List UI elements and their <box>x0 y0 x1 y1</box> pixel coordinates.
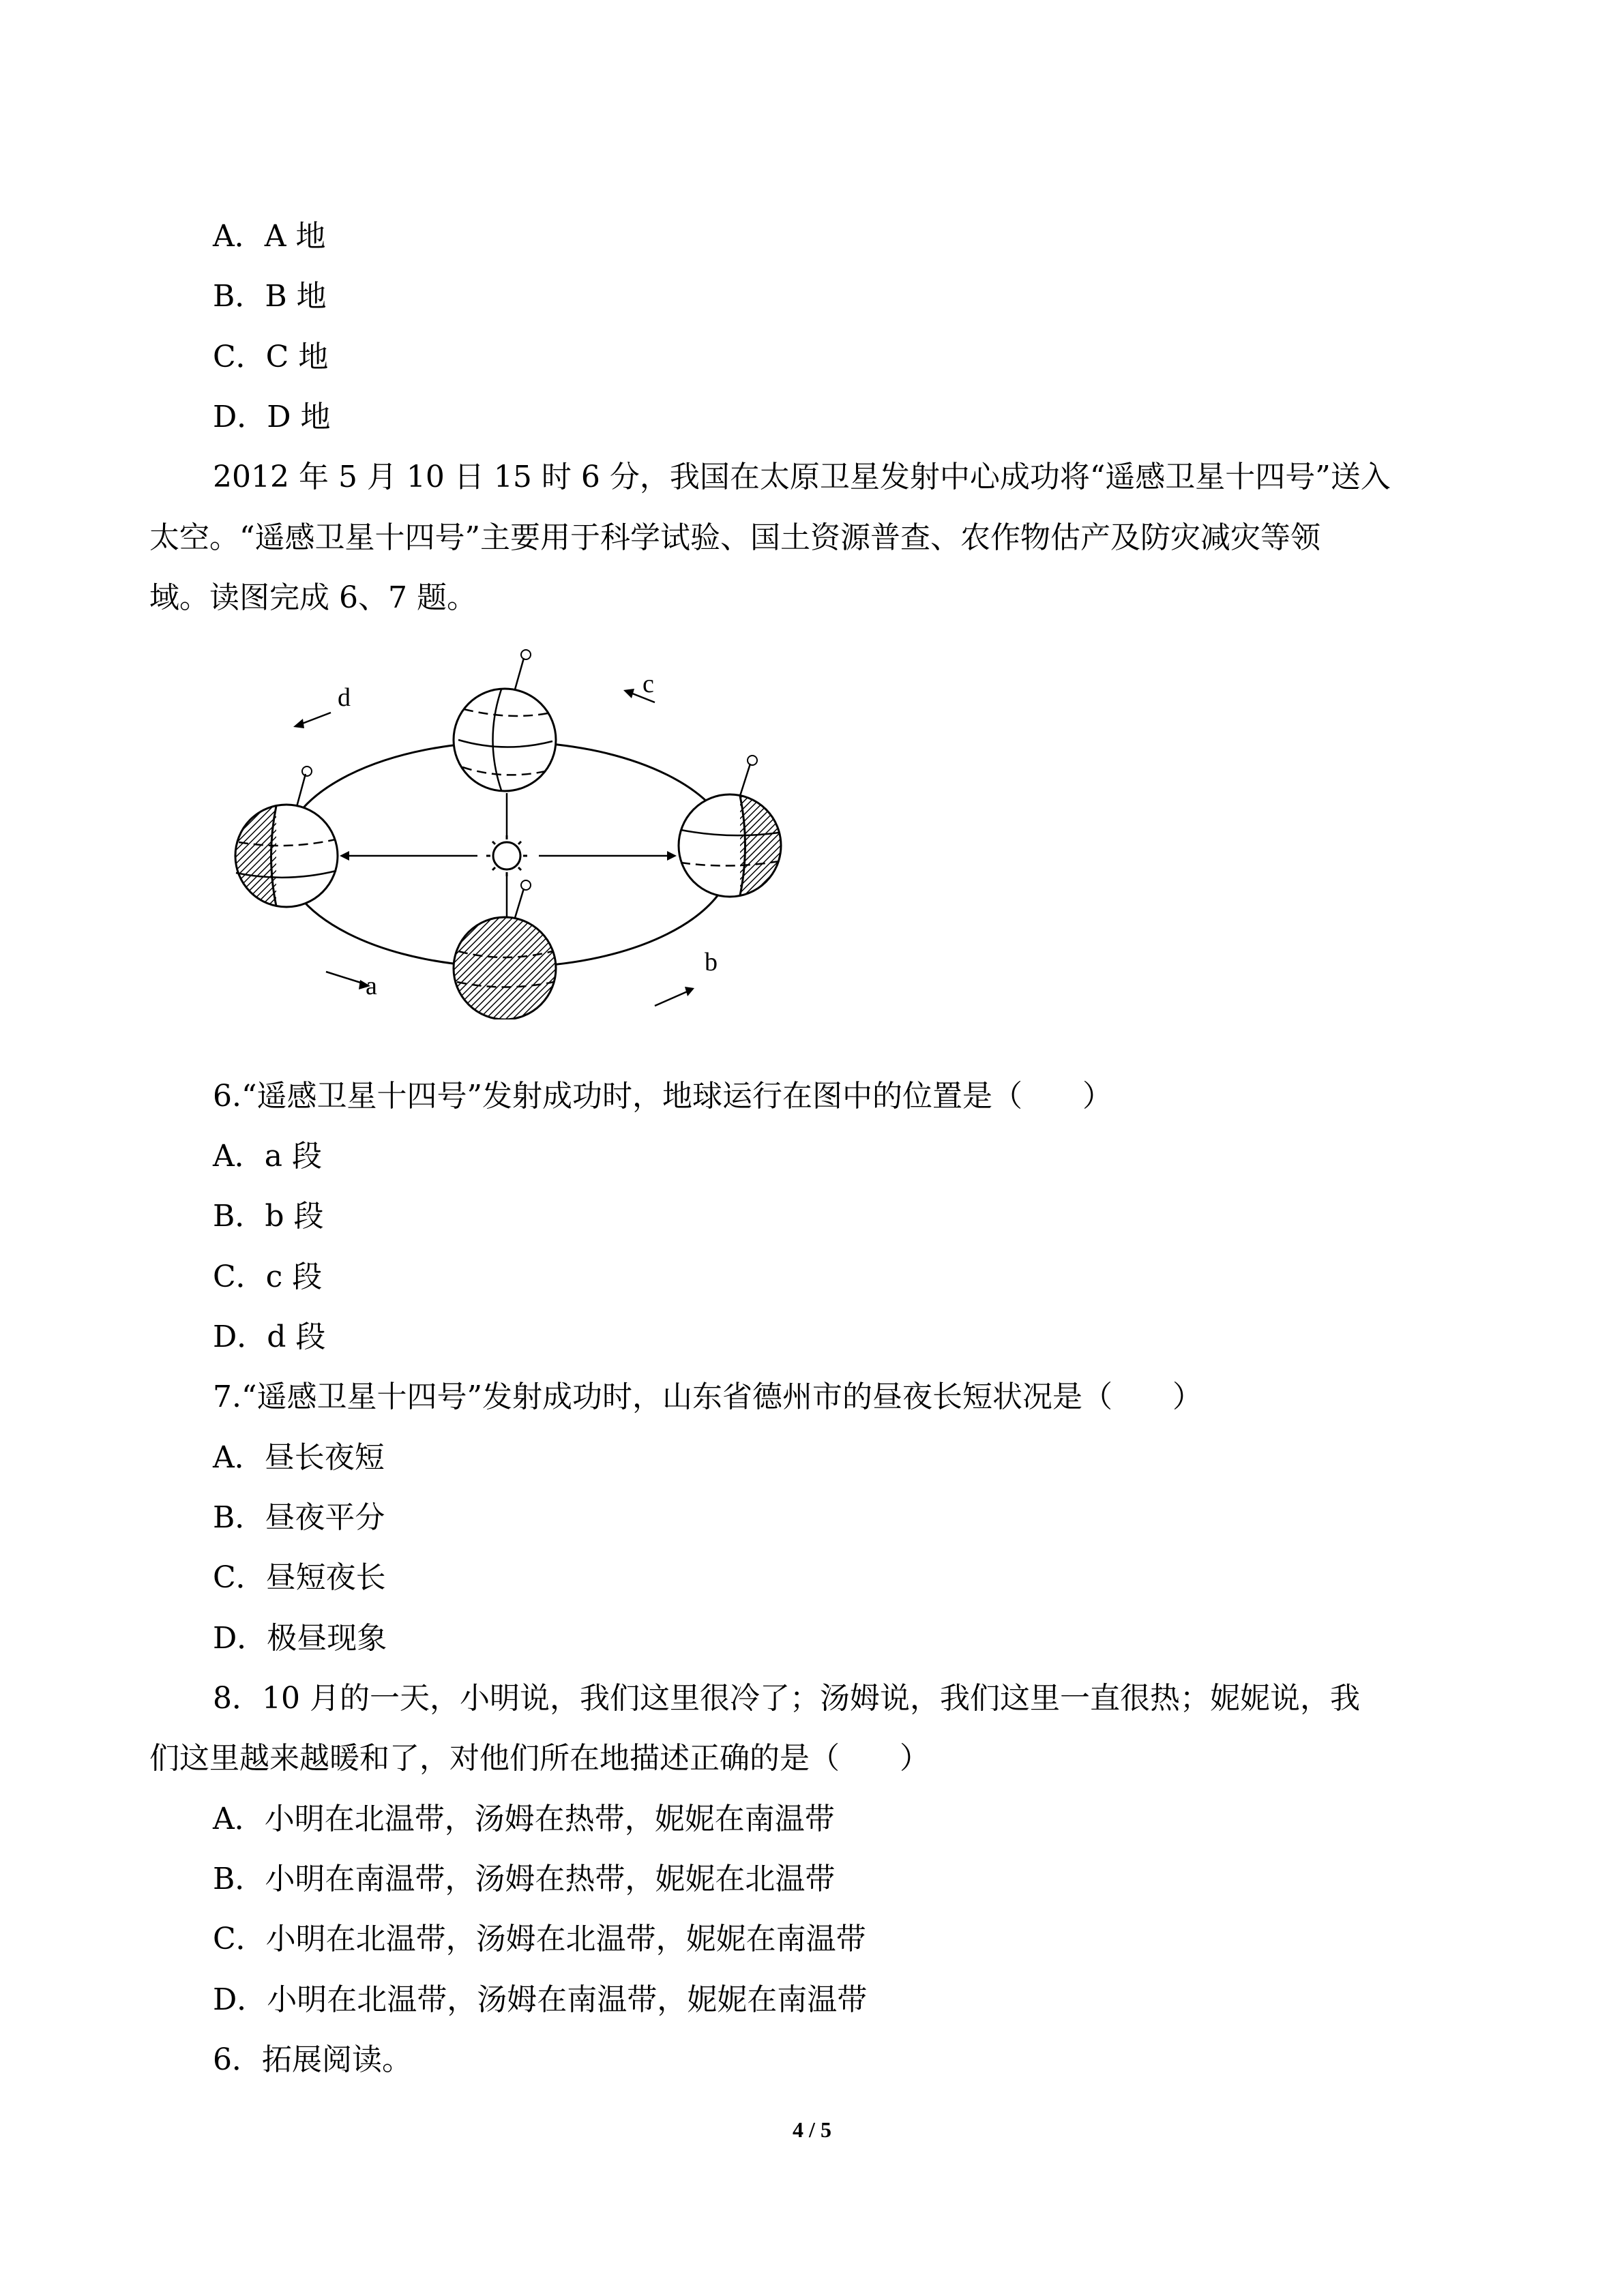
earth-globe-top <box>454 650 556 791</box>
label-d: d <box>338 683 351 712</box>
earth-globe-left <box>232 766 338 910</box>
label-c: c <box>643 670 654 698</box>
option-c-prev: C．C 地 <box>213 340 329 374</box>
q6-option-d: D．d 段 <box>213 1320 326 1354</box>
option-b-prev: B．B 地 <box>213 279 327 314</box>
q8-option-c: C．小明在北温带，汤姆在北温带，妮妮在南温带 <box>213 1922 866 1956</box>
q6-option-a: A．a 段 <box>213 1139 322 1174</box>
q7-option-c: C．昼短夜长 <box>213 1560 386 1595</box>
intro-line-1: 2012 年 5 月 10 日 15 时 6 分，我国在太原卫星发射中心成功将“遥感卫星十四号”送入 <box>213 460 1391 494</box>
q8-stem-line-2: 们这里越来越暖和了，对他们所在地描述正确的是（ ） <box>149 1741 930 1776</box>
q6-stem: 6.“遥感卫星十四号”发射成功时，地球运行在图中的位置是（ ） <box>213 1079 1112 1114</box>
label-b: b <box>705 948 718 976</box>
label-a: a <box>366 972 377 1000</box>
page-number: 4 / 5 <box>793 2117 831 2142</box>
earth-orbit-figure <box>211 638 812 1019</box>
earth-globe-right <box>679 756 788 900</box>
q7-option-d: D．极昼现象 <box>213 1621 387 1656</box>
q7-option-a: A．昼长夜短 <box>213 1440 385 1475</box>
q8-stem-line-1: 8．10 月的一天，小明说，我们这里很冷了；汤姆说，我们这里一直很热；妮妮说，我 <box>213 1681 1360 1716</box>
intro-line-2: 太空。“遥感卫星十四号”主要用于科学试验、国土资源普查、农作物估产及防灾减灾等领 <box>149 520 1320 555</box>
q6-option-b: B．b 段 <box>213 1199 324 1234</box>
q7-option-b: B．昼夜平分 <box>213 1500 385 1535</box>
sun-icon <box>486 835 527 876</box>
section-extended-reading: 6．拓展阅读。 <box>213 2042 412 2077</box>
option-d-prev: D．D 地 <box>213 400 331 434</box>
q8-option-b: B．小明在南温带，汤姆在热带，妮妮在北温带 <box>213 1862 836 1896</box>
q6-option-c: C．c 段 <box>213 1259 323 1294</box>
q8-option-a: A．小明在北温带，汤姆在热带，妮妮在南温带 <box>213 1802 835 1836</box>
option-a-prev: A．A 地 <box>213 219 326 254</box>
intro-line-3: 域。读图完成 6、7 题。 <box>149 580 477 615</box>
q8-option-d: D．小明在北温带，汤姆在南温带，妮妮在南温带 <box>213 1982 868 2017</box>
earth-globe-bottom <box>450 880 559 1019</box>
q7-stem: 7.“遥感卫星十四号”发射成功时，山东省德州市的昼夜长短状况是（ ） <box>213 1380 1202 1414</box>
